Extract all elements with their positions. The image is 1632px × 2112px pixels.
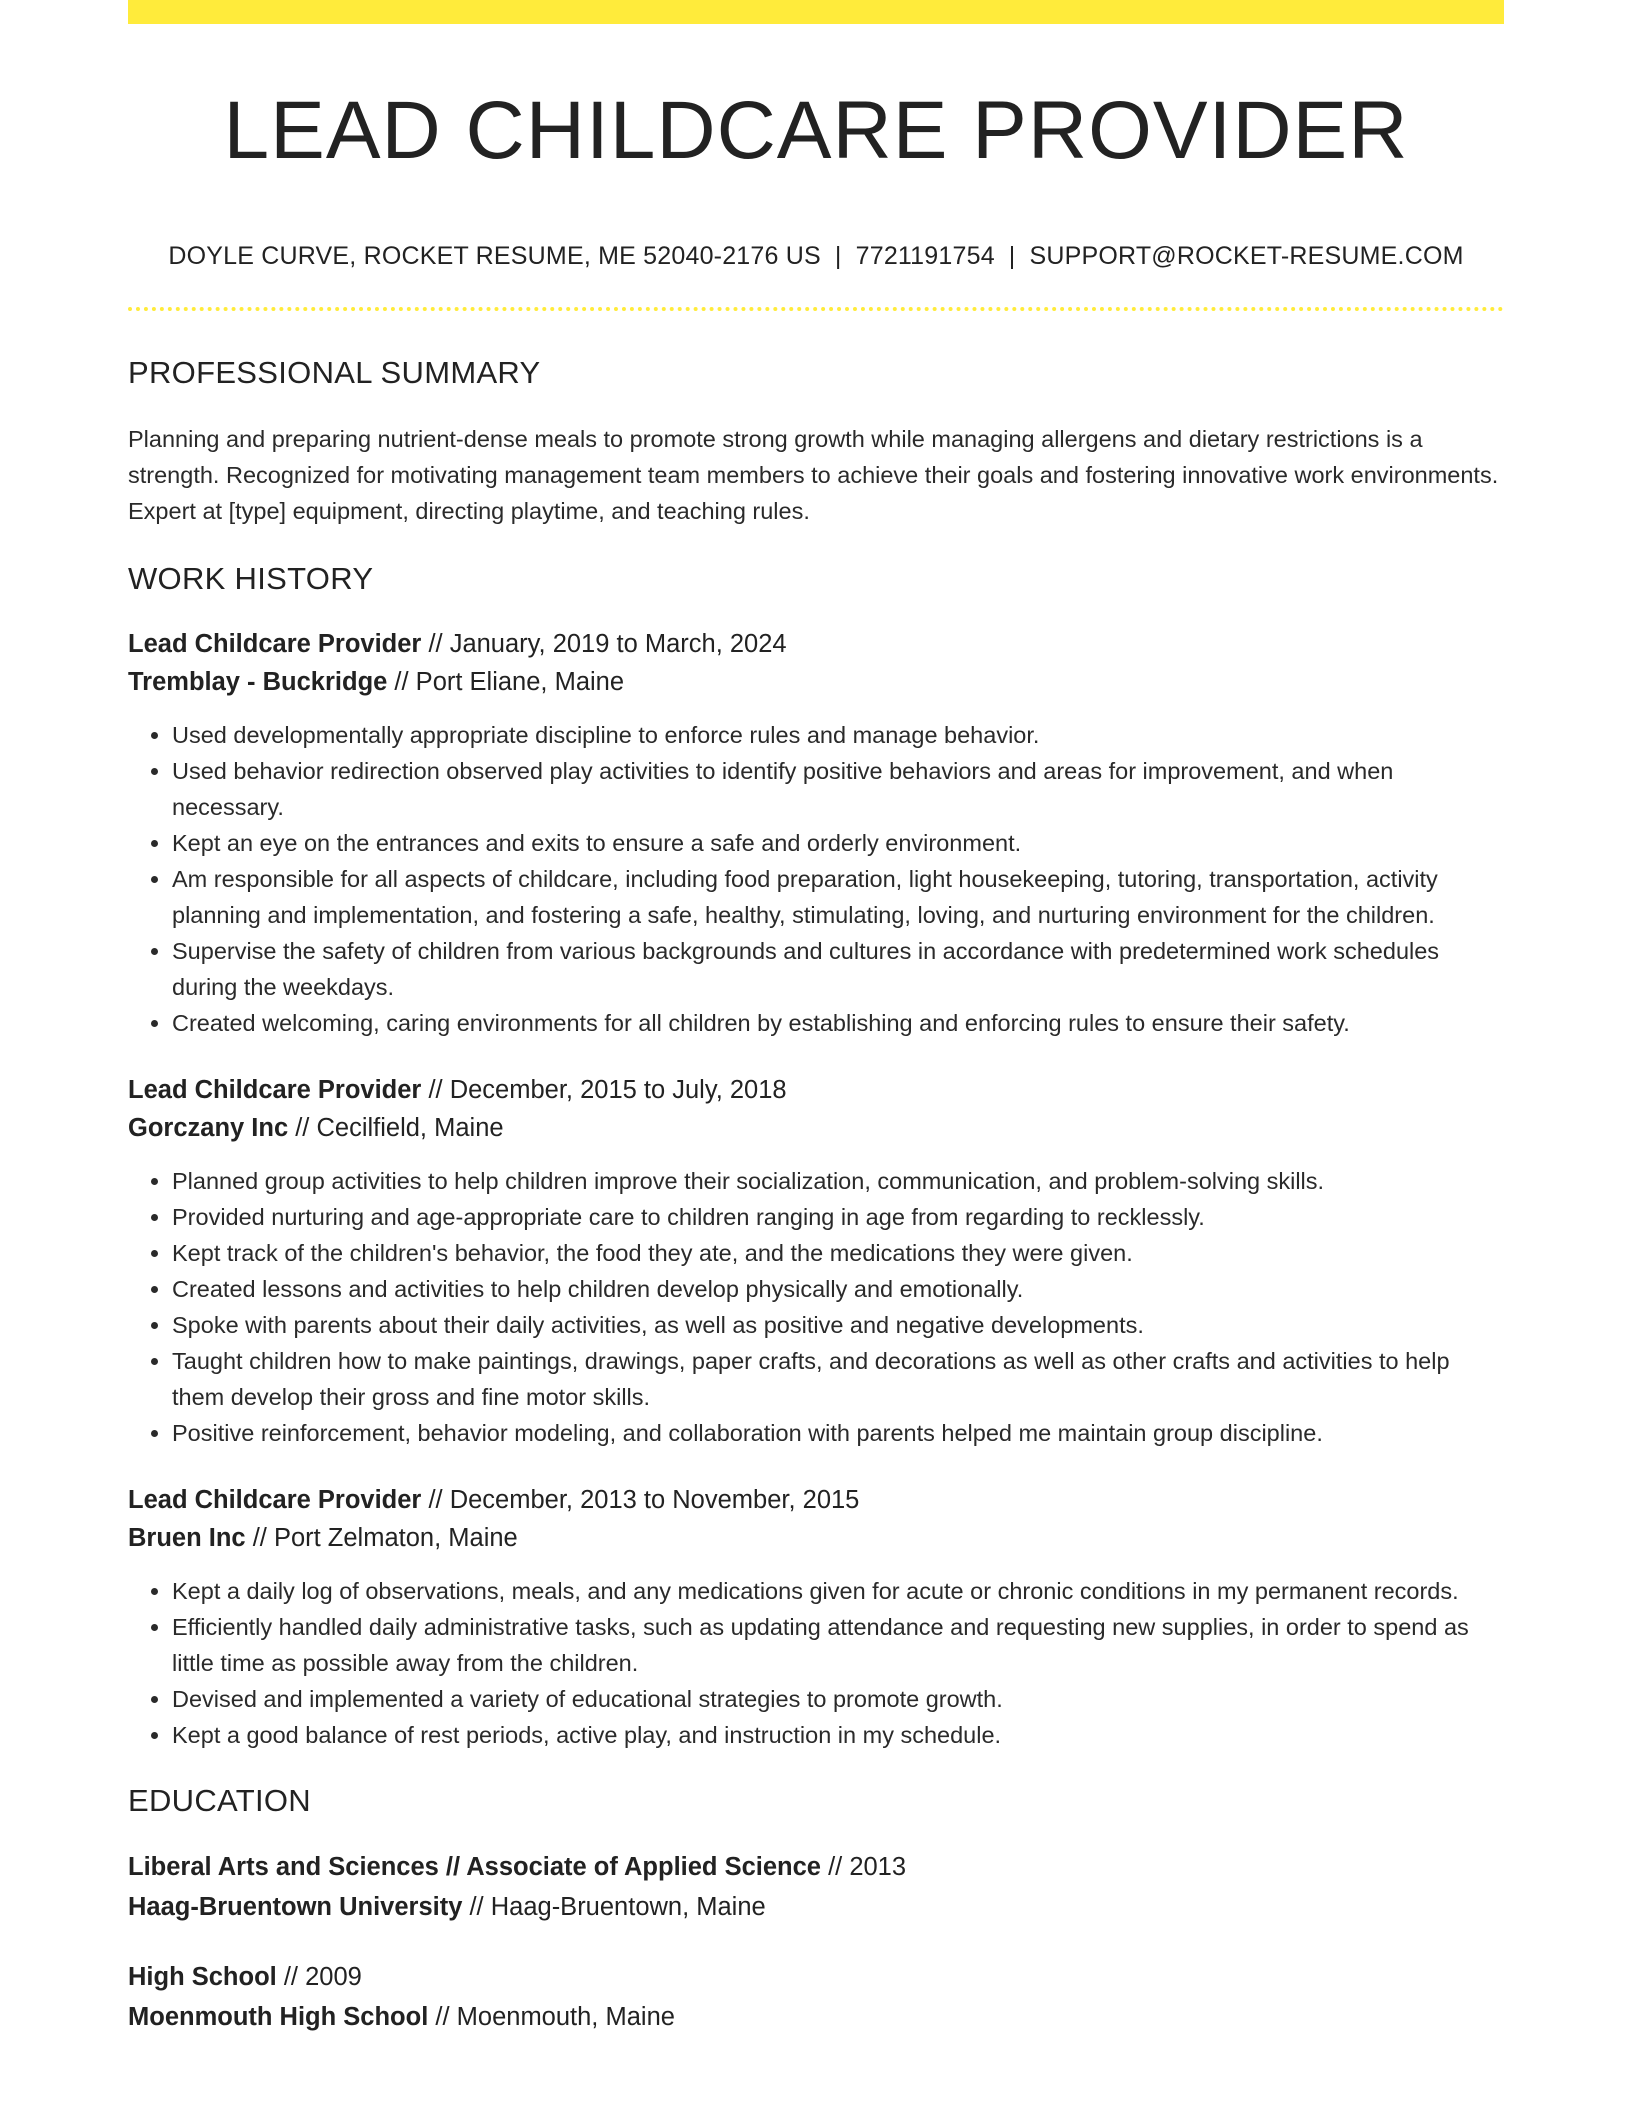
job-title: Lead Childcare Provider bbox=[128, 630, 422, 659]
job-title-line bbox=[128, 1481, 1504, 1519]
job-bullets bbox=[128, 1163, 1504, 1451]
school: Haag-Bruentown University bbox=[128, 1893, 463, 1922]
job-company: Gorczany Inc bbox=[128, 1114, 289, 1143]
list-item: • Used developmentally appropriate discipline to enforce rules and manage behavior. bbox=[172, 717, 1504, 753]
list-item: • Used behavior redirection observed play activities to identify positive behaviors and areas for improvement, and when necessary. bbox=[172, 753, 1504, 825]
job-dates: // December, 2015 to July, 2018 bbox=[421, 1076, 787, 1105]
job-title-line bbox=[128, 1071, 1504, 1109]
school-line bbox=[128, 1997, 1504, 2037]
list-item: • Am responsible for all aspects of childcare, including food preparation, light housekeeping, tutoring, transportation, activity planning and implementation, and fostering a safe, healthy, stimulating, loving, and nurturing environment for the children. bbox=[172, 861, 1504, 933]
degree-line bbox=[128, 1957, 1504, 1997]
work-history-heading: WORK HISTORY bbox=[128, 561, 374, 597]
job-bullets bbox=[128, 717, 1504, 1041]
list-item: • Kept a daily log of observations, meals, and any medications given for acute or chronic conditions in my permanent records. bbox=[172, 1573, 1504, 1609]
job-entry bbox=[128, 1071, 1504, 1451]
job-entry bbox=[128, 1481, 1504, 1753]
job-company: Tremblay - Buckridge bbox=[128, 668, 388, 697]
degree: Liberal Arts and Sciences // Associate of Applied Science bbox=[128, 1853, 821, 1882]
school-location: // Moenmouth, Maine bbox=[428, 2003, 675, 2032]
job-location: // Port Zelmaton, Maine bbox=[245, 1524, 518, 1553]
list-item: • Kept an eye on the entrances and exits to ensure a safe and orderly environment. bbox=[172, 825, 1504, 861]
list-item: • Supervise the safety of children from various backgrounds and cultures in accordance with predetermined work schedules during the weekdays. bbox=[172, 933, 1504, 1005]
job-company-line bbox=[128, 1109, 1504, 1147]
list-item: • Created lessons and activities to help children develop physically and emotionally. bbox=[172, 1271, 1504, 1307]
school-line bbox=[128, 1887, 1504, 1927]
list-item: • Taught children how to make paintings, drawings, paper crafts, and decorations as well as other crafts and activities to help them develop their gross and fine motor skills. bbox=[172, 1343, 1504, 1415]
list-item: • Kept a good balance of rest periods, active play, and instruction in my schedule. bbox=[172, 1717, 1504, 1753]
job-bullets bbox=[128, 1573, 1504, 1753]
job-title: Lead Childcare Provider bbox=[128, 1076, 422, 1105]
list-item: • Efficiently handled daily administrative tasks, such as updating attendance and requesting new supplies, in order to spend as little time as possible away from the children. bbox=[172, 1609, 1504, 1681]
school: Moenmouth High School bbox=[128, 2003, 429, 2032]
degree-year: // 2013 bbox=[820, 1853, 907, 1882]
job-entry bbox=[128, 625, 1504, 1041]
resume-page bbox=[128, 0, 1504, 2037]
list-item: • Spoke with parents about their daily activities, as well as positive and negative developments. bbox=[172, 1307, 1504, 1343]
job-location: // Port Eliane, Maine bbox=[387, 668, 625, 697]
education-entry bbox=[128, 1847, 1504, 1927]
list-item: • Positive reinforcement, behavior modeling, and collaboration with parents helped me maintain group discipline. bbox=[172, 1415, 1504, 1451]
list-item: • Created welcoming, caring environments for all children by establishing and enforcing rules to ensure their safety. bbox=[172, 1005, 1504, 1041]
degree: High School bbox=[128, 1963, 277, 1992]
contact-email: SUPPORT@ROCKET-RESUME.COM bbox=[1029, 242, 1464, 271]
job-company: Bruen Inc bbox=[128, 1524, 246, 1553]
education-entry bbox=[128, 1957, 1504, 2037]
job-dates: // January, 2019 to March, 2024 bbox=[421, 630, 787, 659]
resume-title: LEAD CHILDCARE PROVIDER bbox=[223, 85, 1409, 176]
education-heading: EDUCATION bbox=[128, 1783, 311, 1819]
accent-bar bbox=[128, 0, 1504, 24]
list-item: • Kept track of the children's behavior, the food they ate, and the medications they were given. bbox=[172, 1235, 1504, 1271]
list-item: • Provided nurturing and age-appropriate care to children ranging in age from regarding to recklessly. bbox=[172, 1199, 1504, 1235]
list-item: • Devised and implemented a variety of educational strategies to promote growth. bbox=[172, 1681, 1504, 1717]
contact-line bbox=[128, 242, 1504, 271]
contact-separator: | bbox=[1008, 242, 1016, 271]
degree-year: // 2009 bbox=[276, 1963, 362, 1992]
job-location: // Cecilfield, Maine bbox=[288, 1114, 504, 1143]
list-item: • Planned group activities to help children improve their socialization, communication, and problem-solving skills. bbox=[172, 1163, 1504, 1199]
job-dates: // December, 2013 to November, 2015 bbox=[421, 1486, 860, 1515]
contact-separator: | bbox=[834, 242, 842, 271]
job-company-line bbox=[128, 1519, 1504, 1557]
dotted-divider bbox=[128, 307, 1504, 311]
school-location: // Haag-Bruentown, Maine bbox=[462, 1893, 766, 1922]
degree-line bbox=[128, 1847, 1504, 1887]
summary-heading: PROFESSIONAL SUMMARY bbox=[128, 355, 541, 391]
summary-text: Planning and preparing nutrient-dense meals to promote strong growth while managing allergens and dietary restrictions is a strength. Recognized for motivating management team members to achieve their goals and fostering innovative work environments. Expert at [type] equipment, directing playtime, and teaching rules. bbox=[128, 426, 1499, 525]
job-title: Lead Childcare Provider bbox=[128, 1486, 422, 1515]
contact-address: DOYLE CURVE, ROCKET RESUME, ME 52040-2176 US bbox=[168, 242, 821, 271]
job-title-line bbox=[128, 625, 1504, 663]
contact-phone: 7721191754 bbox=[855, 242, 995, 271]
job-company-line bbox=[128, 663, 1504, 701]
